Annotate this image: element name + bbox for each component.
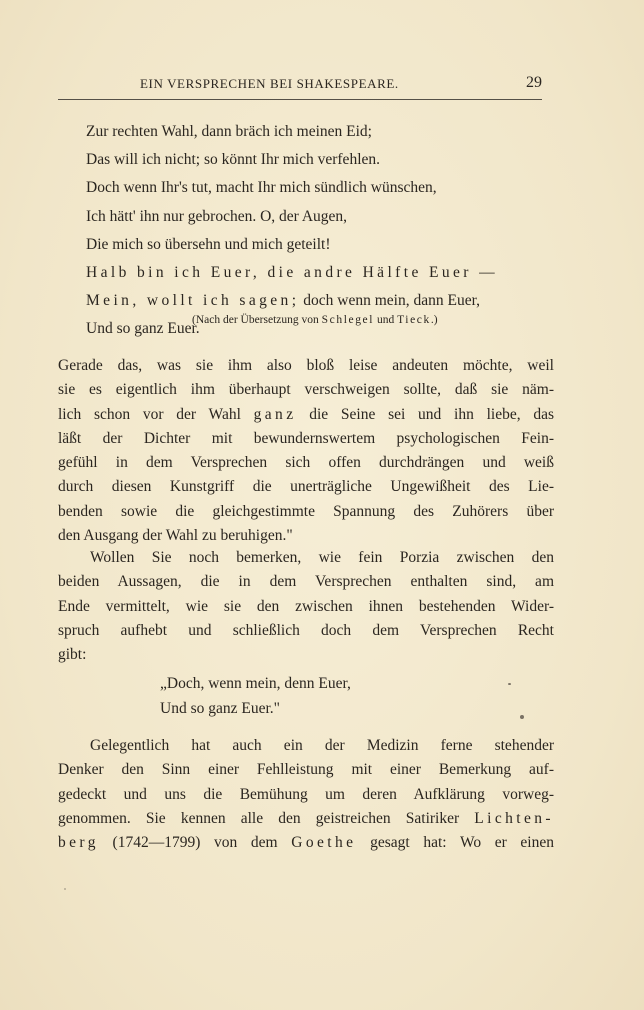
translation-attribution [192,314,438,326]
text-line: Denker den Sinn einer Fehlleistung mit einer Bemerkung auf- [58,761,554,779]
attribution-middle: und [374,314,398,326]
text-line [58,403,554,427]
verse-quotation [86,118,546,344]
text-line: spruch aufhebt und schließlich doch dem Versprechen Recht [58,621,554,639]
quote-line: „Doch, wenn mein, denn Euer, [160,675,351,692]
verse-line: Und so ganz Euer. [86,320,200,338]
text-run: gesagt hat: Wo er einen [356,834,554,852]
paper-speck [64,888,66,890]
emphasis-spaced: berg [58,834,99,852]
header-rule [58,99,542,100]
attribution-prefix: (Nach der Übersetzung von [192,314,322,326]
text-run: lich schon vor der Wahl [58,405,254,423]
text-line [58,831,554,855]
running-title: EIN VERSPRECHEN BEI SHAKESPEARE. [140,76,399,91]
page-number: 29 [526,74,542,91]
verse-text: doch wenn mein, dann Euer, [299,292,481,310]
emphasis-spaced: ganz [253,405,297,423]
translator-name: Tieck [397,314,431,326]
text-line: gefühl in dem Versprechen sich offen durchdrängen und weiß [58,454,554,472]
attribution-suffix: .) [430,314,438,326]
text-line: benden sowie die gleichgestimmte Spannung des Zuhörers über [58,502,554,520]
text-line: sie es eigentlich ihm überhaupt verschweigen sollte, daß sie näm- [58,381,554,399]
verse-line [86,287,546,315]
paragraph [58,734,554,855]
text-run: genommen. Sie kennen alle den geistreichen Satiriker [58,809,475,827]
text-line: gedeckt und uns die Bemühung um deren Aufklärung vorweg- [58,785,554,803]
text-line: beiden Aussagen, die in dem Versprechen enthalten sind, am [58,573,554,591]
emphasis-spaced: Goethe [291,834,357,852]
text-line: gibt: [58,646,87,664]
verse-line: Zur rechten Wahl, dann bräch ich meinen Eid; [86,123,372,140]
text-run: (1742—1799) von dem [98,834,292,852]
translator-name: Schlegel [321,314,375,326]
verse-line: Die mich so übersehn und mich geteilt! [86,235,331,253]
text-line: Gelegentlich hat auch ein der Medizin ferne stehender [90,737,554,754]
verse-line: Ich hätt' ihn nur gebrochen. O, der Augen, [86,207,348,225]
short-quotation [160,672,351,721]
text-line: Wollen Sie noch bemerken, wie fein Porzia zwischen den [90,549,554,566]
text-line: den Ausgang der Wahl zu beruhigen." [58,527,293,545]
verse-spaced-text: Mein, wollt ich sagen; [86,292,300,310]
verse-line: Das will ich nicht; so könnt Ihr mich verfehlen. [86,151,381,169]
text-run: die Seine sei und ihn liebe, das [296,405,554,423]
text-line: läßt der Dichter mit bewundernswertem psychologischen Fein- [58,429,554,447]
paragraph [58,354,554,548]
text-line: Gerade das, was sie ihm also bloß leise andeuten möchte, weil [58,357,554,374]
verse-line: Doch wenn Ihr's tut, macht Ihr mich sündlich wünschen, [86,179,437,197]
paragraph [58,546,554,667]
emphasis-spaced: Lichten- [474,809,554,827]
paper-speck [508,683,511,685]
verse-line-spaced: Halb bin ich Euer, die andre Hälfte Euer — [86,263,499,281]
quote-line: Und so ganz Euer." [160,699,280,717]
text-line: durch diesen Kunstgriff die unerträgliche Ungewißheit des Lie- [58,478,554,496]
text-line: Ende vermittelt, wie sie den zwischen ihnen bestehenden Wider- [58,597,554,615]
page-header [58,76,544,96]
paper-speck [520,715,524,719]
text-line [58,807,554,831]
